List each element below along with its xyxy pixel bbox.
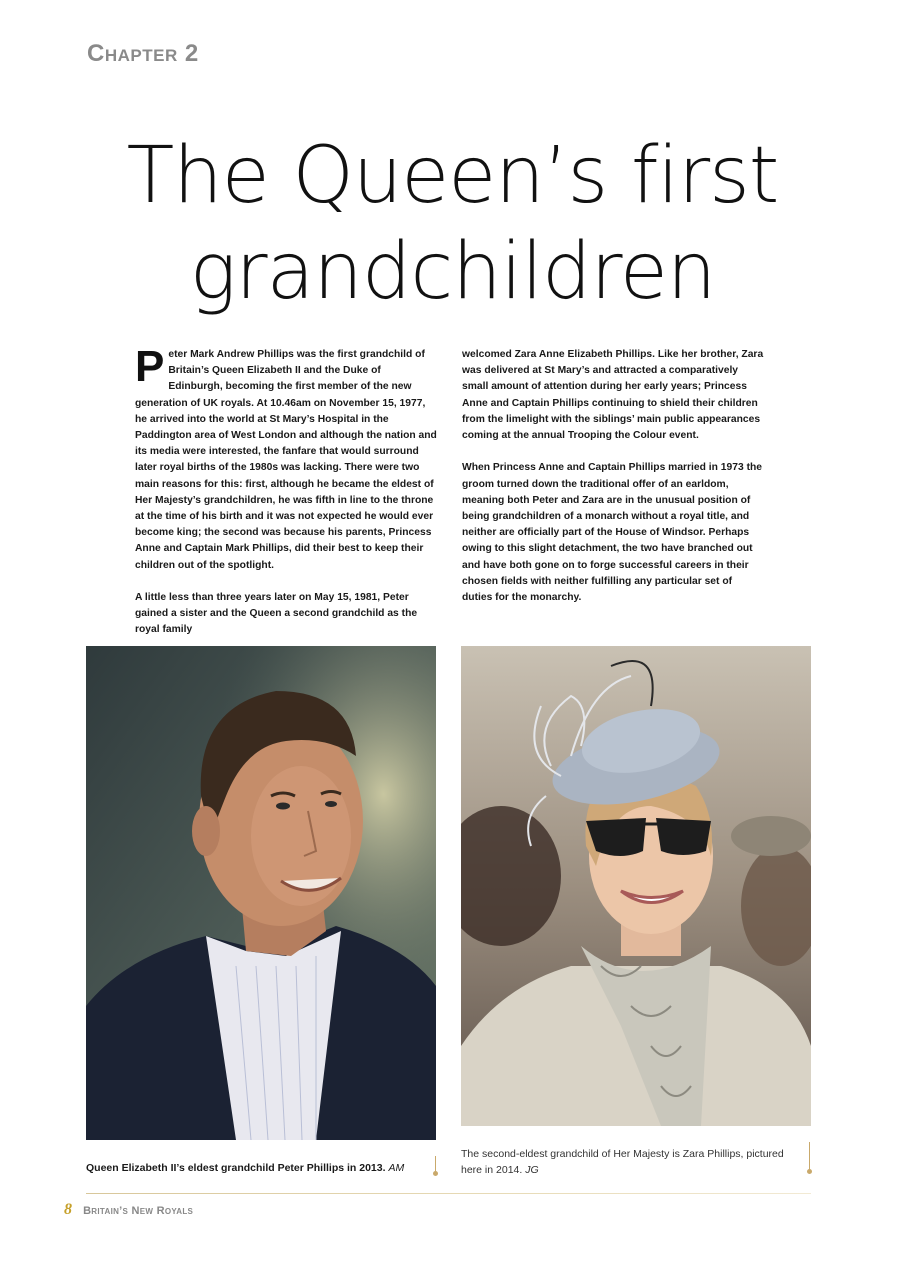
paragraph-text: eter Mark Andrew Phillips was the first grandchild of Britain’s Queen Elizabeth II and the Duke of Edinburgh, becoming the first member of the new generation of UK royals. At 10.46am on November 15, 1977, he arrived into the world at St Mary’s Hospital in the Paddington area of West London and although the nation and its media were interested, the fanfare that would surround later royal births of the 1980s was lacking. There were two main reasons for this: first, although he became the eldest of Her Majesty’s grandchildren, he was fifth in line to the throne at the time of his birth and it was not expected he would ever become king; the second was because his parents, Princess Anne and Captain Mark Phillips, did their best to keep their children out of the spotlight. [135, 349, 437, 571]
photo-credit: JG [525, 1164, 539, 1176]
body-paragraph: A little less than three years later on May 15, 1981, Peter gained a sister and the Queen a second grandchild as the royal family [135, 592, 418, 636]
caption-marker [809, 1142, 810, 1172]
drop-cap: P [135, 342, 165, 391]
page-title [0, 128, 905, 320]
title-line-1: The Queen’s first [126, 131, 779, 221]
photo-caption-left [86, 1160, 416, 1176]
caption-text: The second-eldest grandchild of Her Majesty is Zara Phillips, pictured here in 2014. [461, 1148, 784, 1176]
body-paragraph [135, 342, 437, 574]
publication-name: Britain’s New Royals [83, 1205, 194, 1217]
body-paragraph: When Princess Anne and Captain Phillips married in 1973 the groom turned down the traditional offer of an earldom, meaning both Peter and Zara are in the unusual position of being grandchildren of a monarch without a royal title, and neither are officially part of the House of Windsor. Perhaps owing to this slight detachment, the two have branched out and have both gone on to forge successful careers in their chosen fields with neither fulfilling any particular set of duties for the monarchy. [462, 462, 763, 604]
body-column-left [135, 342, 437, 655]
footer-rule [86, 1193, 811, 1194]
body-paragraph: welcomed Zara Anne Elizabeth Phillips. Like her brother, Zara was delivered at St Mary’s and attracted a comparatively small amount of attention during her early years; Princess Anne and Captain Phillips continuing to shield their children from the limelight with the siblings’ main public appearances coming at the annual Trooping the Colour event. [462, 349, 764, 442]
photo-zara-phillips [461, 646, 811, 1126]
caption-marker [435, 1156, 436, 1174]
body-column-right [462, 347, 764, 622]
chapter-heading: Chapter 2 [87, 40, 199, 67]
caption-text: Queen Elizabeth II’s eldest grandchild Peter Phillips in 2013. [86, 1162, 386, 1174]
photo-caption-right [461, 1146, 796, 1178]
photo-credit: AM [388, 1162, 405, 1174]
page-footer [64, 1201, 193, 1221]
page-number: 8 [64, 1201, 72, 1218]
photo-peter-phillips [86, 646, 436, 1140]
title-line-2: grandchildren [189, 227, 716, 317]
